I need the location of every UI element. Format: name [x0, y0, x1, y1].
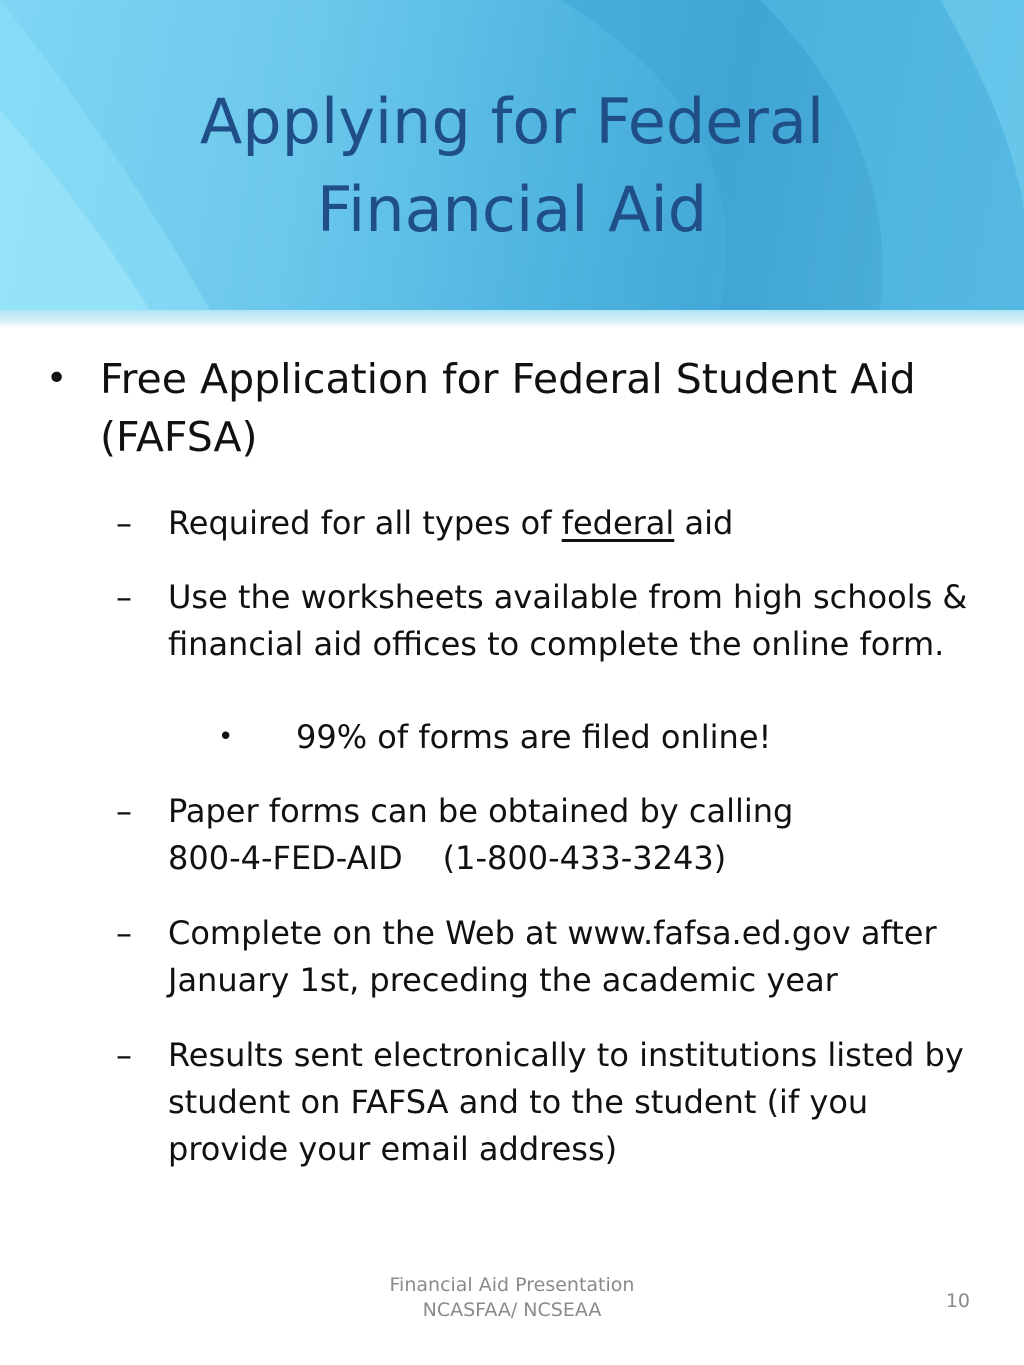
dash-icon: – — [116, 1036, 132, 1074]
dash-icon: – — [116, 578, 132, 616]
required-text-underlined: federal — [561, 504, 675, 542]
results-line-1: Results sent electronically to institutions listed by — [168, 1036, 964, 1074]
main-bullet-text — [100, 350, 980, 466]
sub-item-worksheets — [168, 574, 988, 668]
page-number: 10 — [945, 1290, 970, 1312]
web-line-1: Complete on the Web at www.fafsa.ed.gov after — [168, 914, 937, 952]
required-text-before: Required for all types of — [168, 504, 562, 542]
phone-word: 800-4-FED-AID — [168, 839, 403, 877]
footer-line-2: NCASFAA/ NCSEAA — [422, 1299, 602, 1321]
slide-footer — [312, 1273, 712, 1323]
dash-icon: – — [116, 504, 132, 542]
dash-icon: – — [116, 792, 132, 830]
slide-title — [0, 78, 1024, 254]
title-line-1: Applying for Federal — [199, 85, 825, 158]
dash-icon: – — [116, 914, 132, 952]
sub-item-web — [168, 910, 988, 1004]
main-bullet-line-1: Free Application for Federal Student Aid — [100, 355, 916, 403]
sub-item-required — [168, 500, 988, 547]
worksheets-line-2: financial aid offices to complete the online form. — [168, 625, 945, 663]
sub-item-results — [168, 1032, 988, 1173]
web-line-2: January 1st, preceding the academic year — [168, 961, 838, 999]
paper-forms-line-2 — [168, 835, 988, 882]
sub-item-paper-forms — [168, 788, 988, 882]
bullet-icon: • — [46, 358, 68, 399]
results-line-3: provide your email address) — [168, 1130, 618, 1168]
paper-forms-line-1: Paper forms can be obtained by calling — [168, 792, 794, 830]
worksheets-line-1: Use the worksheets available from high schools & — [168, 578, 968, 616]
title-line-2: Financial Aid — [316, 173, 708, 246]
bullet-icon: • — [218, 722, 234, 752]
phone-number: (1-800-433-3243) — [442, 839, 727, 877]
required-text-after: aid — [674, 504, 734, 542]
header-band — [0, 0, 1024, 310]
online-note: 99% of forms are filed online! — [296, 718, 772, 756]
main-bullet-line-2: (FAFSA) — [100, 413, 258, 461]
header-divider — [0, 310, 1024, 328]
footer-line-1: Financial Aid Presentation — [389, 1274, 635, 1296]
results-line-2: student on FAFSA and to the student (if you — [168, 1083, 869, 1121]
